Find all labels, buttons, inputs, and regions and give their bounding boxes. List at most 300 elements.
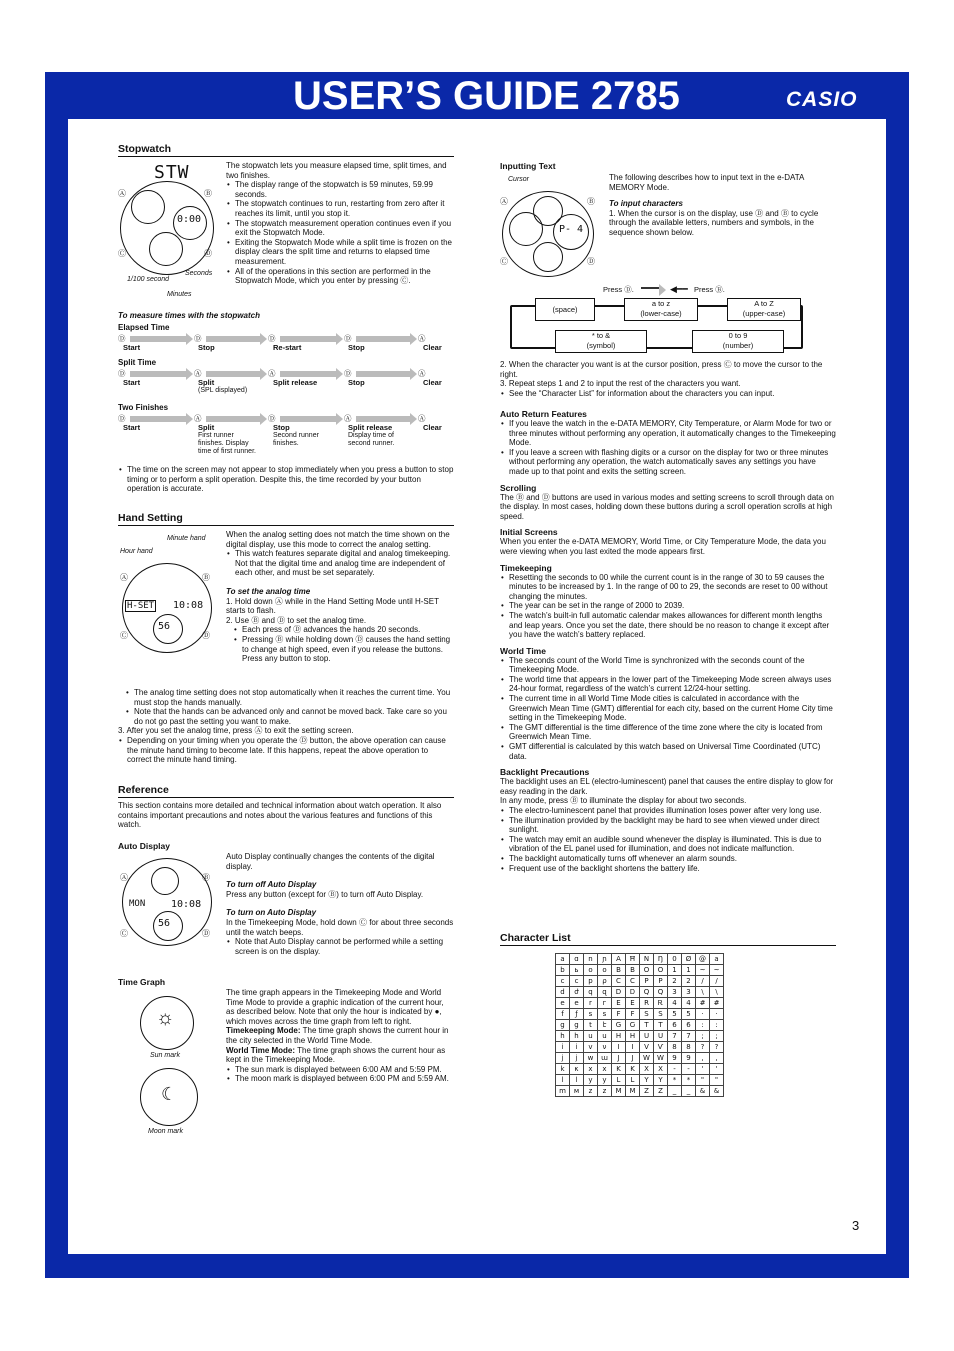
- stopwatch-bullet: • All of the operations in this section are performed in the Stopwatch Mode, which you enter by pressing Ⓒ.: [235, 267, 454, 286]
- char-cell: B: [612, 965, 626, 976]
- char-cell: ƒ: [570, 1009, 584, 1020]
- seq-step: Stop: [198, 343, 215, 352]
- hand-sub: • Pressing Ⓑ while holding down Ⓓ causes the hand setting to change at high speed, even if you release the buttons. Press any button to stop.: [242, 635, 454, 664]
- measure-heading: To measure times with the stopwatch: [118, 311, 260, 320]
- btn-c-label: Ⓒ: [118, 249, 126, 258]
- backlight-heading: Backlight Precautions: [500, 767, 590, 778]
- backlight-bullet: • Frequent use of the backlight shortens the battery life.: [509, 864, 836, 874]
- hand-bullet: • This watch features separate digital and analog timekeeping. Not that the digital time and analog time are independent of each other, and must be set separately.: [235, 549, 454, 578]
- char-cell: U: [640, 1031, 654, 1042]
- char-cell: :: [696, 1020, 710, 1031]
- scrolling-text: The Ⓑ and Ⓓ buttons are used in various modes and setting screens to scroll through data on the display. In most cases, holding down these buttons during a scroll operation scrolls at high speed.: [500, 492, 834, 521]
- seq-step: Split: [198, 423, 215, 432]
- stopwatch-text: [226, 161, 454, 286]
- char-cell: Ꭰ: [626, 987, 640, 998]
- mon-display: MON: [129, 899, 146, 909]
- hand-bullet: • Note that the hands can be advanced only and cannot be moved back. Take care so you do not go past the setting you want to make.: [134, 707, 454, 726]
- char-cell: K: [612, 1064, 626, 1075]
- seq-button: Ⓓ: [268, 334, 276, 343]
- input-intro: The following describes how to input text in the e-DATA MEMORY Mode.: [609, 173, 804, 192]
- btn-c-label: Ⓒ: [120, 631, 128, 640]
- page-title: USER’S GUIDE 2785: [293, 74, 680, 118]
- seq-arrow: [130, 416, 186, 422]
- char-cell: Ħ: [626, 954, 640, 965]
- char-cell: ѕ: [598, 1009, 612, 1020]
- char-cell: _: [682, 1086, 696, 1097]
- auto-return-bullet: • If you leave the watch in the e-DATA MEMORY, City Temperature, or Alarm Mode for two or three minutes without performing any operation, it automatically changes to the Timekeeping Mode.: [509, 419, 836, 448]
- char-cell: ": [710, 1075, 724, 1086]
- char-cell: d: [556, 987, 570, 998]
- seq-step: Stop: [348, 378, 365, 387]
- btn-c-label: Ⓒ: [500, 257, 508, 266]
- char-cell: ᴢ: [598, 1086, 612, 1097]
- hand-step: 1. Hold down Ⓐ while in the Hand Setting Mode until H-SET starts to flash.: [226, 596, 439, 616]
- right-arrow: [641, 287, 659, 289]
- char-cell: ь: [570, 965, 584, 976]
- seq-button: Ⓐ: [418, 369, 426, 378]
- char-cell: 3: [668, 987, 682, 998]
- char-cell: b: [556, 965, 570, 976]
- backlight-bullet: • The watch may emit an audible sound whenever the display is illuminated. This is due to vibration of the EL panel used for illumination, and does not indicate malfunction.: [509, 835, 836, 854]
- char-row: [556, 1042, 724, 1053]
- char-cell: Ζ: [654, 1086, 668, 1097]
- off-text: Press any button (except for Ⓑ) to turn off Auto Display.: [226, 889, 424, 899]
- char-cell: Ԛ: [654, 987, 668, 998]
- char-row: [556, 954, 724, 965]
- char-row: [556, 1075, 724, 1086]
- input-digits: P- 4: [559, 224, 584, 235]
- auto-display-heading: Auto Display: [118, 841, 170, 851]
- seq-button: Ⓓ: [118, 369, 126, 378]
- stopwatch-bullet: • Exiting the Stopwatch Mode while a split time is frozen on the display clears the split time and returns to elapsed time measurement.: [235, 238, 454, 267]
- char-cell: J: [612, 1053, 626, 1064]
- wt-text: The time graph shows the current hour as kept in the Timekeeping Mode.: [226, 1045, 446, 1065]
- char-cell: f: [556, 1009, 570, 1020]
- char-row: [556, 1009, 724, 1020]
- btn-c-label: Ⓒ: [120, 929, 128, 938]
- char-cell: ϳ: [570, 1053, 584, 1064]
- world-bullet: • The world time that appears in the lower part of the Timekeeping Mode screen always uses 24-hour format, regardless of the watch’s current 12/24-hour setting.: [509, 675, 836, 694]
- char-cell: G: [612, 1020, 626, 1031]
- top-dial: [151, 867, 179, 895]
- char-cell: O: [640, 965, 654, 976]
- char-cell: F: [612, 1009, 626, 1020]
- seq-arrow: [130, 336, 186, 342]
- hand-bullet: • Depending on your timing when you operate the Ⓓ button, the above operation can cause the minute hand timing to become late. If this happens, repeat the above operation to correct the minute hand timing.: [127, 736, 454, 765]
- btn-b-label: Ⓑ: [204, 189, 212, 198]
- wt-label: World Time Mode:: [226, 1045, 296, 1055]
- on-text: In the Timekeeping Mode, hold down Ⓒ for about three seconds until the watch beeps.: [226, 917, 454, 937]
- char-cell: C: [612, 976, 626, 987]
- initial-text: When you enter the e-DATA MEMORY, World Time, or City Temperature Mode, the data you were viewing when you last exited the mode appears first.: [500, 537, 826, 556]
- char-cell: m: [556, 1086, 570, 1097]
- seq-button: Ⓐ: [418, 334, 426, 343]
- seq-arrow: [356, 336, 410, 342]
- timekeeping-bullet: • Resetting the seconds to 00 while the current count is in the range of 30 to 59 causes the minutes to be increased by 1. In the range of 00 to 29, the seconds are reset to 00 without changing the minutes.: [509, 573, 836, 602]
- char-cell: :: [710, 1020, 724, 1031]
- char-cell: a: [556, 954, 570, 965]
- char-cell: e: [556, 998, 570, 1009]
- elapsed-label: Elapsed Time: [118, 323, 170, 332]
- seq-step: Start: [123, 423, 141, 432]
- hand-heading: Hand Setting: [118, 512, 454, 526]
- stopwatch-intro: The stopwatch lets you measure elapsed time, split times, and two finishes.: [226, 161, 447, 180]
- char-cell: ': [696, 1064, 710, 1075]
- cycle-symbol-range: * to &: [591, 331, 611, 340]
- char-cell: N: [640, 954, 654, 965]
- char-cell: @: [696, 954, 710, 965]
- sun-mark-label: Sun mark: [150, 1052, 180, 1059]
- char-cell: E: [612, 998, 626, 1009]
- char-cell: ": [696, 1075, 710, 1086]
- world-time-heading: World Time: [500, 645, 546, 656]
- char-cell: ο: [598, 965, 612, 976]
- btn-b-label: Ⓑ: [202, 873, 210, 882]
- char-cell: ա: [598, 1053, 612, 1064]
- dial-left: [131, 190, 165, 224]
- char-cell: е: [570, 998, 584, 1009]
- timekeeping-bullet: • The watch’s built-in full automatic calendar makes allowances for different month lengths and leap years. Once you set the date, there should be no reason to change it except after you have the watch’s battery replaced.: [509, 611, 836, 640]
- seconds-label: Seconds: [185, 270, 213, 277]
- final-bullet: • The time on the screen may not appear to stop immediately when you press a button to stop timing or to perform a split operation. Despite this, the time recorded by your button operation is accurate.: [127, 465, 454, 494]
- seq-button: Ⓓ: [344, 334, 352, 343]
- time-graph-heading: Time Graph: [118, 977, 166, 987]
- char-cell: Ѕ: [654, 1009, 668, 1020]
- world-bullet: • The current time in all World Time Mode cities is calculated in accordance with the Greenwich Mean Time (GMT) differential for each city, based on the current Home City time setting in the Timekeeping Mode.: [509, 694, 836, 723]
- seq-step: Stop: [273, 423, 290, 432]
- char-cell: A: [612, 954, 626, 965]
- world-bullet: • The GMT differential is the time difference of the time zone where the city is located from Greenwich Mean Time.: [509, 723, 836, 742]
- char-cell: s: [584, 1009, 598, 1020]
- minutes-label: Minutes: [167, 291, 192, 298]
- char-cell: Ϝ: [626, 1009, 640, 1020]
- btn-a-label: Ⓐ: [118, 189, 126, 198]
- backlight-intro2: In any mode, press Ⓑ to illuminate the display for about two seconds.: [500, 796, 747, 806]
- graph-intro: The time graph appears in the Timekeeping Mode and World Time Mode to provide a graphic indication of the current hour, as described below. Note that only the hour is indicated by ●, which moves across the time graph from left to right.: [226, 988, 444, 1026]
- char-cell: κ: [570, 1064, 584, 1075]
- char-row: [556, 1020, 724, 1031]
- char-cell: 6: [682, 1020, 696, 1031]
- char-cell: ց: [570, 1020, 584, 1031]
- reference-intro: This section contains more detailed and technical information about watch operation. It also contains important precautions and notes about the various features and functions of this watch.: [118, 801, 442, 830]
- char-cell: n: [584, 954, 598, 965]
- char-cell: 5: [668, 1009, 682, 1020]
- seq-step: Split: [198, 378, 215, 387]
- btn-d-label: Ⓓ: [204, 249, 212, 258]
- char-cell: k: [556, 1064, 570, 1075]
- hand-bullet: • The analog time setting does not stop automatically when it reaches the current time. You must stop the hands manually.: [134, 688, 454, 707]
- graph-bullet: • The sun mark is displayed between 6:00 AM and 5:59 PM.: [235, 1065, 454, 1075]
- seq-arrow: [280, 416, 336, 422]
- char-cell: c: [556, 976, 570, 987]
- left-arrow: ◀━━: [670, 284, 688, 294]
- seq-button: Ⓓ: [268, 414, 276, 423]
- char-cell: հ: [570, 1031, 584, 1042]
- char-cell: ,: [696, 1053, 710, 1064]
- backlight-intro: The backlight uses an EL (electro-luminescent) panel that causes the entire display to glow for easy reading in the dark.: [500, 777, 834, 796]
- seq-button: Ⓓ: [118, 414, 126, 423]
- char-cell: D: [612, 987, 626, 998]
- char-cell: *: [682, 1075, 696, 1086]
- char-cell: ս: [598, 1031, 612, 1042]
- seq-arrow: [280, 371, 336, 377]
- char-cell: 1: [682, 965, 696, 976]
- stopwatch-watch-illustration: [120, 181, 214, 275]
- char-cell: ɑ: [570, 954, 584, 965]
- split-label: Split Time: [118, 358, 157, 367]
- auto-text: [226, 852, 454, 956]
- stopwatch-bullet: • The display range of the stopwatch is 59 minutes, 59.99 seconds.: [235, 180, 454, 199]
- two-note-3: Display time of second runner.: [348, 432, 395, 447]
- hour-hand-label: Hour hand: [120, 548, 153, 555]
- timekeeping-heading: Timekeeping: [500, 562, 552, 573]
- char-cell: W: [640, 1053, 654, 1064]
- cycle-number-label: (number): [722, 341, 754, 350]
- hand-sub: • Each press of Ⓓ advances the hands 20 seconds.: [242, 625, 454, 635]
- seq-button: Ⓐ: [194, 414, 202, 423]
- seq-button: Ⓐ: [194, 369, 202, 378]
- char-cell: &: [710, 1086, 724, 1097]
- tk-label: Timekeeping Mode:: [226, 1026, 301, 1036]
- char-cell: Ι: [626, 1042, 640, 1053]
- seq-button: Ⓓ: [194, 334, 202, 343]
- cursor-label: Cursor: [508, 176, 530, 183]
- seq-step: Start: [123, 343, 141, 352]
- char-cell: 6: [668, 1020, 682, 1031]
- btn-d-label: Ⓓ: [587, 257, 595, 266]
- seq-arrow: [356, 416, 410, 422]
- seq-arrow: [130, 371, 186, 377]
- seq-arrow: [206, 371, 260, 377]
- input-text: [609, 173, 835, 238]
- char-cell: j: [556, 1053, 570, 1064]
- seq-button: Ⓓ: [118, 334, 126, 343]
- cycle-space: (space): [535, 298, 595, 321]
- reference-heading: Reference: [118, 784, 454, 798]
- char-cell: 0: [668, 954, 682, 965]
- press-b-label: Press Ⓑ.: [694, 285, 725, 294]
- char-cell: ժ: [570, 987, 584, 998]
- char-cell: q: [584, 987, 598, 998]
- tk-text: The time graph shows the current hour in the city selected in the World Time Mode.: [226, 1026, 449, 1045]
- char-cell: -: [668, 1064, 682, 1075]
- timekeeping-bullet: • The year can be set in the range of 2000 to 2039.: [509, 601, 836, 611]
- press-d-label: Press Ⓓ.: [603, 285, 634, 294]
- moon-icon: ☾: [161, 1084, 178, 1104]
- char-row: [556, 998, 724, 1009]
- seq-step: Stop: [348, 343, 365, 352]
- stopwatch-bullet: • The stopwatch continues to run, restarting from zero after it reaches its limit, until you stop it.: [235, 199, 454, 218]
- char-cell: 8: [682, 1042, 696, 1053]
- on-heading: To turn on Auto Display: [226, 908, 317, 918]
- page-number: 3: [852, 1218, 860, 1233]
- seq-button: Ⓐ: [268, 369, 276, 378]
- char-cell: v: [584, 1042, 598, 1053]
- char-cell: Ѵ: [654, 1042, 668, 1053]
- char-cell: с: [570, 976, 584, 987]
- input-step: 3. Repeat steps 1 and 2 to input the rest of the characters you want.: [500, 379, 741, 389]
- moon-mark-label: Moon mark: [148, 1128, 184, 1135]
- char-cell: \: [696, 987, 710, 998]
- sun-watch-illustration: [140, 996, 194, 1050]
- char-cell: Ꭱ: [654, 998, 668, 1009]
- two-label: Two Finishes: [118, 403, 169, 412]
- hand-text-2: [118, 688, 454, 765]
- seq-button: Ⓐ: [344, 414, 352, 423]
- hand-watch-illustration: [122, 563, 212, 653]
- character-table: [555, 953, 724, 1097]
- auto-intro: Auto Display continually changes the contents of the digital display.: [226, 852, 435, 871]
- char-cell: ·: [710, 1009, 724, 1020]
- char-cell: Ⅼ: [626, 1075, 640, 1086]
- input-step: 1. When the cursor is on the display, use Ⓓ and Ⓑ to cycle through the available letters, numbers and symbols, in the sequence shown below.: [609, 208, 819, 237]
- char-cell: *: [668, 1075, 682, 1086]
- char-cell: Β: [626, 965, 640, 976]
- cycle-lower-range: a to z: [651, 299, 671, 308]
- char-cell: і: [570, 1042, 584, 1053]
- char-cell: Ԍ: [626, 1020, 640, 1031]
- char-cell: ': [710, 1064, 724, 1075]
- char-cell: 8: [668, 1042, 682, 1053]
- stopwatch-heading: Stopwatch: [118, 143, 454, 157]
- auto-digits: 10:08: [171, 899, 202, 910]
- input-step: 2. When the character you want is at the cursor position, press Ⓒ to move the cursor to the right.: [500, 360, 823, 379]
- char-cell: p: [584, 976, 598, 987]
- right-sections: [500, 409, 836, 873]
- casio-logo: CASIO: [786, 88, 858, 111]
- char-cell: Ε: [626, 998, 640, 1009]
- set-analog-heading: To set the analog time: [226, 586, 311, 596]
- world-bullet: • GMT differential is calculated by this watch based on Universal Time Coordinated (UTC) data.: [509, 742, 836, 761]
- stopwatch-digits: 0:00: [177, 214, 202, 225]
- char-cell: г: [598, 998, 612, 1009]
- seq-step: Clear: [423, 423, 442, 432]
- character-list-heading: Character List: [500, 932, 836, 946]
- char-cell: r: [584, 998, 598, 1009]
- char-cell: Q: [640, 987, 654, 998]
- char-cell: Ŋ: [654, 954, 668, 965]
- seq-step: Clear: [423, 343, 442, 352]
- char-cell: С: [626, 976, 640, 987]
- char-cell: Κ: [626, 1064, 640, 1075]
- dial-bottom: [149, 232, 183, 266]
- seq-step: Split release: [273, 378, 318, 387]
- char-cell: 9: [668, 1053, 682, 1064]
- on-bullet: • Note that Auto Display cannot be performed while a setting screen is on the display.: [235, 937, 454, 956]
- auto-small-digits: 56: [158, 918, 171, 929]
- hand-step: 3. After you set the analog time, press Ⓐ to exit the setting screen.: [118, 726, 354, 736]
- char-cell: Z: [640, 1086, 654, 1097]
- cycle-number-range: 0 to 9: [728, 331, 748, 340]
- char-cell: ;: [710, 1031, 724, 1042]
- char-cell: 7: [668, 1031, 682, 1042]
- char-cell: a: [710, 954, 724, 965]
- char-cell: x: [584, 1064, 598, 1075]
- char-cell: M: [612, 1086, 626, 1097]
- backlight-bullet: • The illumination provided by the backlight may be hard to see when viewed under direct sunlight.: [509, 816, 836, 835]
- cycle-lower: [624, 298, 698, 321]
- input-watch-illustration: [502, 191, 594, 277]
- cycle-symbol: [555, 330, 647, 353]
- seq-step: Clear: [423, 378, 442, 387]
- char-cell: T: [640, 1020, 654, 1031]
- hand-step: 2. Use Ⓑ and Ⓓ to set the analog time.: [226, 615, 367, 625]
- seq-step: Split release: [348, 423, 393, 432]
- char-cell: t: [584, 1020, 598, 1031]
- char-cell: 7: [682, 1031, 696, 1042]
- char-cell: /: [696, 976, 710, 987]
- input-sub-heading: To input characters: [609, 199, 683, 209]
- char-cell: /: [710, 976, 724, 987]
- backlight-bullet: • The electro-luminescent panel that provides illumination loses power after very long use.: [509, 806, 836, 816]
- char-cell: P: [640, 976, 654, 987]
- char-cell: 5: [682, 1009, 696, 1020]
- char-cell: Μ: [626, 1086, 640, 1097]
- char-cell: Ø: [682, 954, 696, 965]
- char-cell: u: [584, 1031, 598, 1042]
- minute-hand-label: Minute hand: [167, 535, 206, 542]
- stw-display: STW: [154, 162, 190, 183]
- off-heading: To turn off Auto Display: [226, 880, 317, 890]
- two-note-1: First runner finishes. Display time of first runner.: [198, 432, 256, 455]
- btn-d-label: Ⓓ: [202, 929, 210, 938]
- char-cell: 4: [682, 998, 696, 1009]
- initial-heading: Initial Screens: [500, 527, 558, 538]
- hand-text: [226, 530, 454, 664]
- char-cell: ;: [696, 1031, 710, 1042]
- char-cell: h: [556, 1031, 570, 1042]
- char-cell: ɲ: [598, 954, 612, 965]
- stopwatch-bullet: • The stopwatch measurement operation continues even if you exit the Stopwatch Mode.: [235, 219, 454, 238]
- char-row: [556, 987, 724, 998]
- cycle-lower-label: (lower-case): [640, 309, 682, 318]
- auto-return-heading: Auto Return Features: [500, 409, 587, 419]
- hand-digits: 10:08: [173, 600, 204, 611]
- char-cell: i: [556, 1042, 570, 1053]
- char-cell: Ս: [654, 1031, 668, 1042]
- char-cell: ?: [710, 1042, 724, 1053]
- char-cell: ᴍ: [570, 1086, 584, 1097]
- char-cell: 1: [668, 965, 682, 976]
- btn-b-label: Ⓑ: [587, 197, 595, 206]
- backlight-bullet: • The backlight automatically turns off whenever an alarm sounds.: [509, 854, 836, 864]
- cycle-symbol-label: (symbol): [586, 341, 616, 350]
- hand-intro: When the analog setting does not match the time shown on the digital display, use this mode to correct the analog setting.: [226, 530, 450, 549]
- char-cell: ~: [710, 965, 724, 976]
- char-cell: o: [584, 965, 598, 976]
- btn-a-label: Ⓐ: [500, 197, 508, 206]
- dial-bottom: [533, 242, 563, 272]
- char-cell: X: [640, 1064, 654, 1075]
- world-bullet: • The seconds count of the World Time is synchronized with the seconds count of the Timekeeping Mode.: [509, 656, 836, 675]
- char-row: [556, 965, 724, 976]
- char-cell: g: [556, 1020, 570, 1031]
- char-cell: ·: [696, 1009, 710, 1020]
- char-cell: ,: [710, 1053, 724, 1064]
- seq-button: Ⓐ: [418, 414, 426, 423]
- char-cell: Ρ: [654, 976, 668, 987]
- seq-arrow: [356, 371, 410, 377]
- auto-return-bullet: • If you leave a screen with flashing digits or a cursor on the display for two or three minutes without performing any operation, the watch automatically saves any settings you have made up to that point and exits the setting screen.: [509, 448, 836, 477]
- char-cell: ~: [696, 965, 710, 976]
- btn-a-label: Ⓐ: [120, 573, 128, 582]
- seq-button: Ⓓ: [344, 369, 352, 378]
- char-cell: у: [598, 1075, 612, 1086]
- spl-note: (SPL displayed): [198, 387, 248, 394]
- cycle-upper: [727, 298, 801, 321]
- char-cell: О: [654, 965, 668, 976]
- char-cell: #: [710, 998, 724, 1009]
